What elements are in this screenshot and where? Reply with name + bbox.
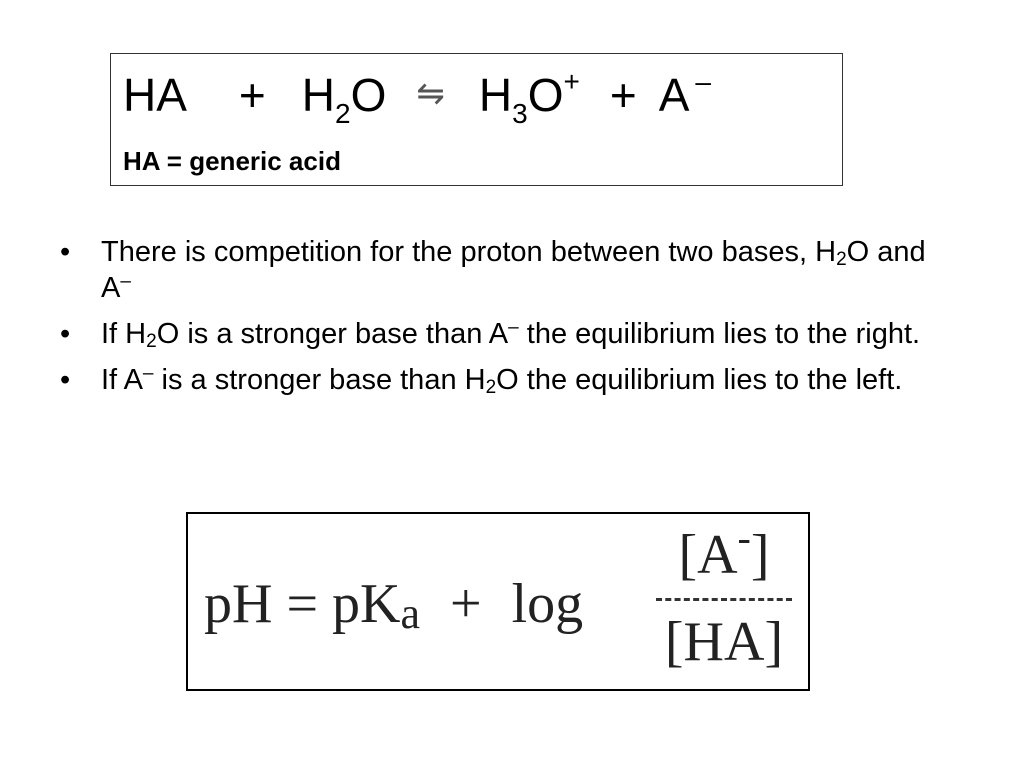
henderson-hasselbalch-box <box>186 512 810 691</box>
hydronium-species: $H_3O^+$ <box>478 66 580 129</box>
equilibrium-equation <box>123 66 711 129</box>
plus-sign-3: + <box>450 573 482 635</box>
bullet-item-left: • If A– is a stronger base than $H_2O$ the equilibrium lies to the left. <box>60 362 960 398</box>
bullet-item-right: • If $H_2O$ is a stronger base than A– the equilibrium lies to the right. <box>60 316 960 352</box>
generic-acid-note: HA = generic acid <box>123 146 341 176</box>
ph-lhs: pH = pK <box>204 573 401 635</box>
fraction-numerator: [A-] <box>678 515 770 586</box>
conjugate-base-species: A – <box>658 66 711 121</box>
equilibrium-arrow-icon: ⇋ <box>416 75 445 113</box>
log-fraction <box>656 515 792 675</box>
log-label: log <box>511 573 584 635</box>
henderson-hasselbalch-equation <box>204 572 583 636</box>
fraction-bar <box>656 598 792 601</box>
plus-sign-2: + <box>609 69 637 121</box>
plus-sign: + <box>238 69 266 121</box>
ha-species: HA <box>123 69 187 121</box>
bullet-list <box>60 234 960 408</box>
water-species: $H_2O$ <box>301 69 387 129</box>
equilibrium-box <box>110 53 843 186</box>
bullet-item-competition: • There is competition for the proton between two bases, $H_2O$ and A– <box>60 234 960 306</box>
fraction-denominator: [HA] <box>664 611 784 673</box>
pka-subscript: a <box>400 589 420 638</box>
